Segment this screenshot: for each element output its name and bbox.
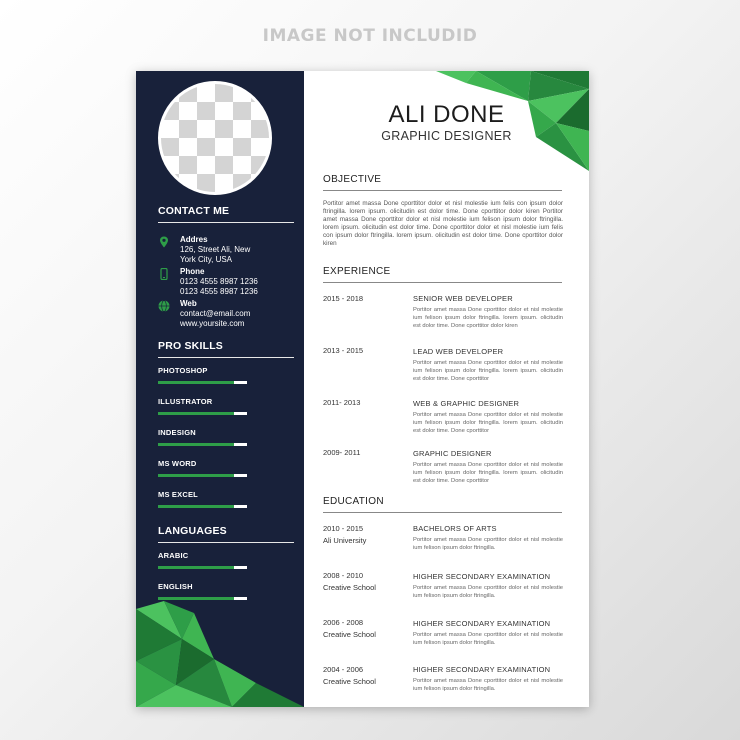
contact-web <box>158 299 298 329</box>
education-desc: Portitor amet massa Done cporttitor dolor et nisl molestie ium felison ipsum dolor ftringilla. <box>413 632 563 646</box>
experience-years: 2009- 2011 <box>323 448 361 457</box>
education-desc: Portitor amet massa Done cporttitor dolor et nisl molestie ium felison ipsum dolor ftringilla. <box>413 537 563 551</box>
objective-heading: OBJECTIVE <box>323 174 562 191</box>
education-school: Creative School <box>323 630 376 639</box>
skill-name: INDESIGN <box>158 428 196 437</box>
skill-bar <box>158 505 247 508</box>
skill-name: MS EXCEL <box>158 490 198 499</box>
contact-heading: CONTACT ME <box>158 205 294 223</box>
language-bar-fill <box>158 566 234 569</box>
languages-heading: LANGUAGES <box>158 525 294 543</box>
education-years: 2004 - 2006 <box>323 665 364 674</box>
education-desc: Portitor amet massa Done cporttitor dolor et nisl molestie ium felison ipsum dolor ftringilla. <box>413 585 563 599</box>
experience-title: GRAPHIC DESIGNER <box>413 449 492 458</box>
skill-bar-fill <box>158 443 234 446</box>
education-years: 2008 - 2010 <box>323 571 364 580</box>
skill-name: MS WORD <box>158 459 197 468</box>
education-desc: Portitor amet massa Done cporttitor dolor et nisl molestie ium felison ipsum dolor ftringilla. <box>413 678 563 692</box>
education-title: HIGHER SECONDARY EXAMINATION <box>413 619 551 628</box>
skill-bar-fill <box>158 412 234 415</box>
website-text: www.yoursite.com <box>180 319 245 328</box>
skills-heading: PRO SKILLS <box>158 340 294 358</box>
education-school: Ali University <box>323 536 367 545</box>
education-school: Creative School <box>323 583 376 592</box>
education-title: HIGHER SECONDARY EXAMINATION <box>413 572 551 581</box>
experience-desc: Portitor amet massa Done cporttitor dolor et nisl molestie ium felison ipsum dolor ftringilla. lorem ipsum. olicitudin est dolor time. Done cporttitor <box>413 462 563 484</box>
experience-title: WEB & GRAPHIC DESIGNER <box>413 399 520 408</box>
globe-icon <box>158 300 170 312</box>
web-label: Web <box>180 299 197 308</box>
skill-bar <box>158 412 247 415</box>
experience-heading: EXPERIENCE <box>323 266 562 283</box>
skill-bar-fill <box>158 474 234 477</box>
contact-phone <box>158 267 298 297</box>
skill-bar-fill <box>158 505 234 508</box>
skill-illustrator <box>158 397 258 406</box>
experience-years: 2011- 2013 <box>323 398 361 407</box>
candidate-name: ALI DONE <box>388 101 505 128</box>
language-name: ENGLISH <box>158 582 193 591</box>
language-name: ARABIC <box>158 551 189 560</box>
language-arabic <box>158 551 258 560</box>
experience-desc: Portitor amet massa Done cporttitor dolor et nisl molestie ium felison ipsum dolor ftringilla. lorem ipsum. olicitudin est dolor time. Done cporttitor dolor kiren <box>413 307 563 329</box>
location-pin-icon <box>158 236 170 248</box>
skill-indesign <box>158 428 258 437</box>
education-heading: EDUCATION <box>323 496 562 513</box>
education-years: 2006 - 2008 <box>323 618 364 627</box>
phone-label: Phone <box>180 267 205 276</box>
skill-ms-excel <box>158 490 258 499</box>
education-title: HIGHER SECONDARY EXAMINATION <box>413 665 551 674</box>
skill-name: PHOTOSHOP <box>158 366 208 375</box>
language-english <box>158 582 258 591</box>
language-bar-fill <box>158 597 234 600</box>
experience-title: LEAD WEB DEVELOPER <box>413 347 504 356</box>
experience-desc: Portitor amet massa Done cporttitor dolor et nisl molestie ium felison ipsum dolor ftringilla. lorem ipsum. olicitudin est dolor time. Done cporttitor <box>413 360 563 382</box>
skill-photoshop <box>158 366 258 375</box>
sidebar <box>136 71 304 707</box>
language-bar <box>158 597 247 600</box>
polygon-decoration-bottom-left <box>136 601 304 707</box>
skill-ms-word <box>158 459 258 468</box>
phone-icon <box>158 268 170 280</box>
address-line-1: 126, Street Ali, New <box>180 245 251 254</box>
contact-address <box>158 235 298 265</box>
skill-bar <box>158 443 247 446</box>
experience-years: 2013 - 2015 <box>323 346 364 355</box>
skill-bar <box>158 474 247 477</box>
experience-desc: Portitor amet massa Done cporttitor dolor et nisl molestie ium felison ipsum dolor ftringilla. lorem ipsum. olicitudin est dolor time. Done cporttitor <box>413 412 563 434</box>
education-years: 2010 - 2015 <box>323 524 364 533</box>
skill-name: ILLUSTRATOR <box>158 397 213 406</box>
profile-photo-placeholder <box>158 81 272 195</box>
experience-title: SENIOR WEB DEVELOPER <box>413 294 513 303</box>
email-text: contact@email.com <box>180 309 251 318</box>
phone-line-2: 0123 4555 8987 1236 <box>180 287 258 296</box>
candidate-title: GRAPHIC DESIGNER <box>381 129 512 143</box>
education-school: Creative School <box>323 677 376 686</box>
watermark: IMAGE NOT INCLUDID <box>262 26 478 46</box>
address-label: Addres <box>180 235 208 244</box>
phone-line-1: 0123 4555 8987 1236 <box>180 277 258 286</box>
skill-bar <box>158 381 247 384</box>
education-title: BACHELORS OF ARTS <box>413 524 497 533</box>
experience-years: 2015 - 2018 <box>323 294 364 303</box>
objective-text: Portitor amet massa Done cporttitor dolor et nisl molestie ium felis con ipsum dolor ftringilla. lorem ipsum. olicitudin est dolor time. Done cporttitor dolor kiren Portitor amet massa Done cporttitor dolor et nisl molestie ium felison ipsum dolor ftringilla. lorem ipsum. olicitudin est dolor time. Done cporttitor dolor et nisl molestie ium felis con ipsum dolor ftringilla. lorem ipsum. olicitudin est dolor time. Done cporttitor dolor kiren <box>323 200 563 248</box>
resume-page <box>136 71 589 707</box>
address-line-2: York City, USA <box>180 255 233 264</box>
skill-bar-fill <box>158 381 234 384</box>
language-bar <box>158 566 247 569</box>
